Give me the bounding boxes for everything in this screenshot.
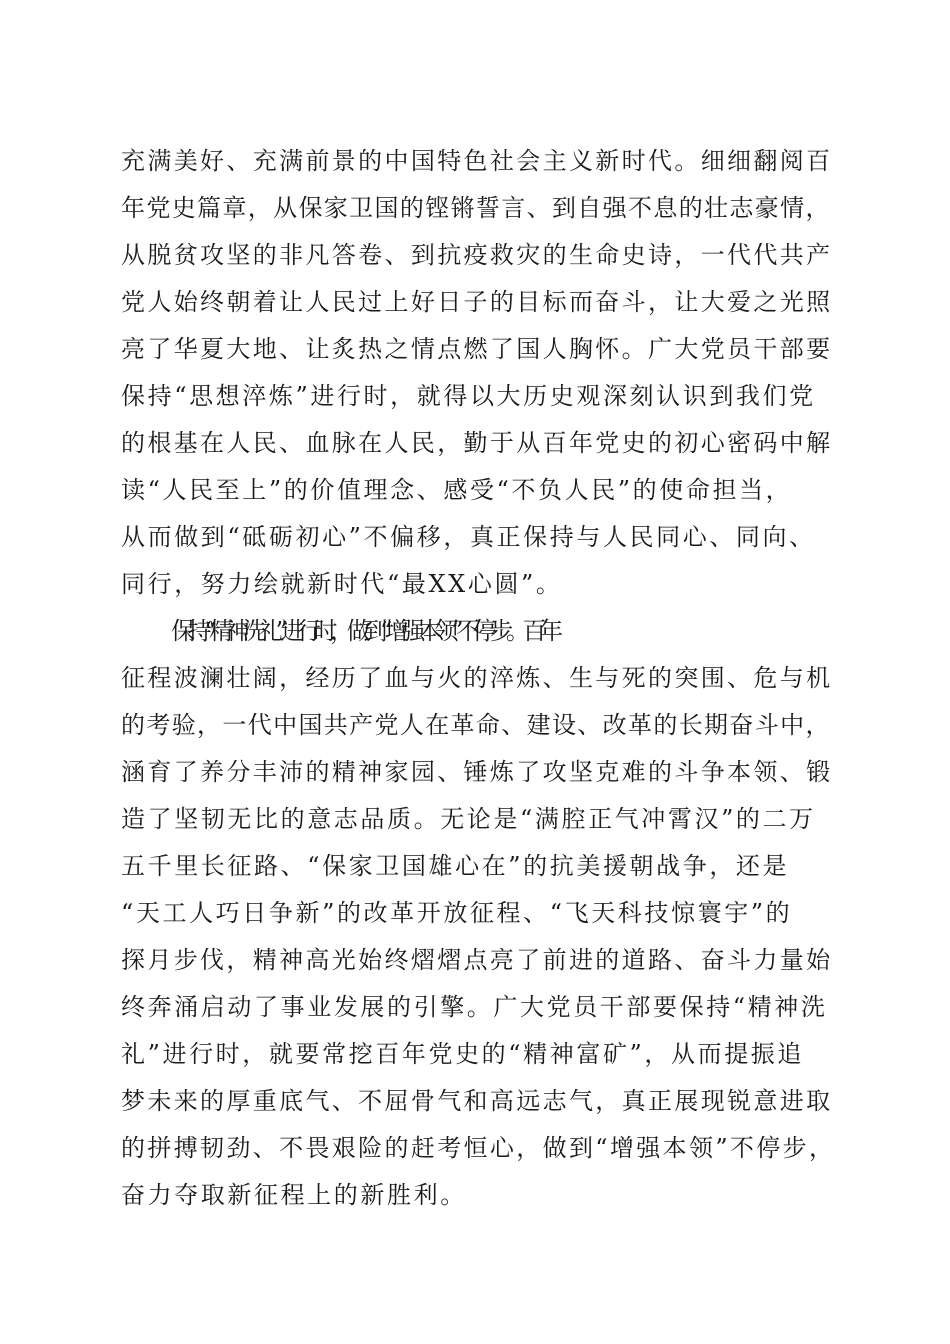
text-line: 同行，努力绘就新时代“最XX心圆”。 [121,570,563,598]
text-line: 从而做到“砥砺初心”不偏移，真正保持与人民同心、同向、 [121,523,816,551]
text-line: 造了坚韧无比的意志品质。无论是“满腔正气冲霄汉”的二万 [121,805,816,833]
text-line: 梦未来的厚重底气、不屈骨气和高远志气，真正展现锐意进取 [121,1087,833,1115]
text-line: 保持“思想淬炼”进行时，就得以大历史观深刻认识到我们党 [121,382,816,410]
text-line: 的根基在人民、血脉在人民，勤于从百年党史的初心密码中解 [121,429,833,457]
text-line: 探月步伐，精神高光始终熠熠点亮了前进的道路、奋斗力量始 [121,946,833,974]
text-line: 亮了华夏大地、让炙热之情点燃了国人胸怀。广大党员干部要 [121,335,833,363]
text-line: 充满美好、充满前景的中国特色社会主义新时代。细细翻阅百 [121,147,833,175]
text-line: 终奔涌启动了事业发展的引擎。广大党员干部要保持“精神洗 [121,993,828,1021]
text-line: 的考验，一代中国共产党人在革命、建设、改革的长期奋斗中， [121,711,831,739]
text-line: 五千里长征路、“保家卫国雄心在”的抗美援朝战争，还是 [121,852,790,880]
text-line: 奋力夺取新征程上的新胜利。 [121,1181,467,1209]
text-line: 涵育了养分丰沛的精神家园、锤炼了攻坚克难的斗争本领、锻 [121,758,833,786]
text-line: 党人始终朝着让人民过上好日子的目标而奋斗，让大爱之光照 [121,288,833,316]
text-line: 的拼搏韧劲、不畏艰险的赶考恒心，做到“增强本领”不停步， [121,1134,835,1162]
text-line: 征程波澜壮阔，经历了血与火的淬炼、生与死的突围、危与机 [121,664,833,692]
text-line: 从脱贫攻坚的非凡答卷、到抗疫救灾的生命史诗，一代代共产 [121,241,833,269]
text-line: 年党史篇章，从保家卫国的铿锵誓言、到自强不息的壮志豪情， [121,194,831,222]
text-line: “天工人巧日争新”的改革开放征程、“飞天科技惊寰宇”的 [121,899,793,927]
text-line: 礼”进行时，就要常挖百年党史的“精神富矿”，从而提振追 [121,1040,805,1068]
text-line: 读“人民至上”的价值理念、感受“不负人民”的使命担当， [121,476,793,504]
paragraph-start-line: 保持“精神洗礼”进行时，做到“增强本领”不停步。百年 [171,617,556,645]
